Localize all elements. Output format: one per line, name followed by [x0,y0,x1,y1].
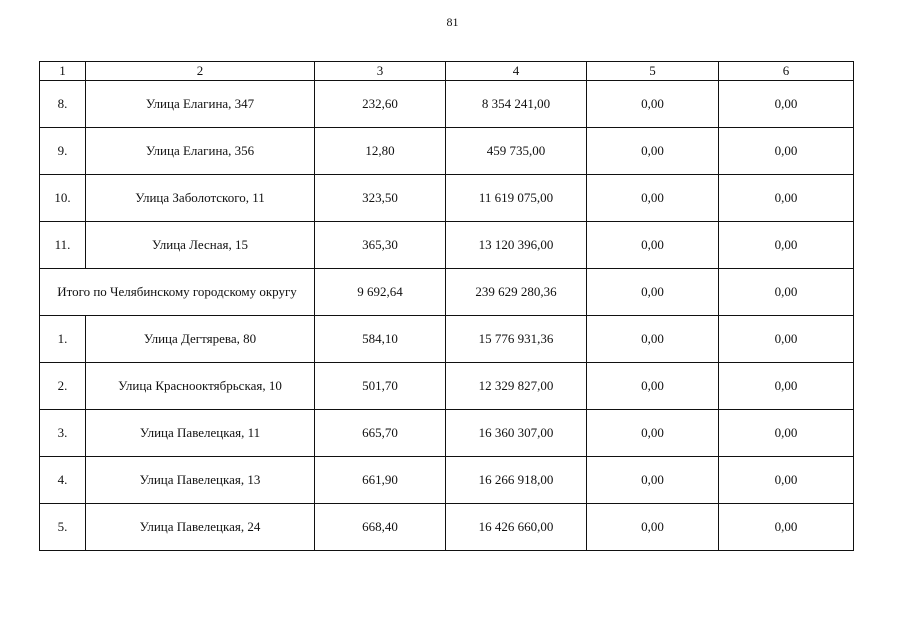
row-number: 4. [40,457,86,504]
value-cell: 13 120 396,00 [446,222,587,269]
value-cell: 661,90 [315,457,446,504]
table-row [40,316,854,363]
row-number: 9. [40,128,86,175]
table-row [40,81,854,128]
row-number: 1. [40,316,86,363]
address-cell: Улица Лесная, 15 [86,222,315,269]
address-cell: Улица Павелецкая, 11 [86,410,315,457]
value-cell: 16 266 918,00 [446,457,587,504]
row-number: 11. [40,222,86,269]
data-table [39,61,854,551]
value-cell: 16 426 660,00 [446,504,587,551]
value-cell: 0,00 [719,316,854,363]
address-cell: Улица Елагина, 347 [86,81,315,128]
value-cell: 0,00 [587,363,719,410]
value-cell: 501,70 [315,363,446,410]
value-cell: 584,10 [315,316,446,363]
header-cell: 1 [40,62,86,81]
value-cell: 323,50 [315,175,446,222]
value-cell: 11 619 075,00 [446,175,587,222]
value-cell: 365,30 [315,222,446,269]
row-number: 8. [40,81,86,128]
value-cell: 12 329 827,00 [446,363,587,410]
value-cell: 0,00 [719,222,854,269]
header-cell: 3 [315,62,446,81]
row-number: 5. [40,504,86,551]
table-row [40,175,854,222]
value-cell: 0,00 [587,457,719,504]
table-row [40,222,854,269]
total-value: 239 629 280,36 [446,269,587,316]
value-cell: 0,00 [587,128,719,175]
value-cell: 8 354 241,00 [446,81,587,128]
total-row [40,269,854,316]
value-cell: 0,00 [587,410,719,457]
table-row [40,457,854,504]
address-cell: Улица Павелецкая, 24 [86,504,315,551]
table-row [40,363,854,410]
table-row [40,504,854,551]
value-cell: 0,00 [587,175,719,222]
value-cell: 0,00 [587,316,719,363]
value-cell: 665,70 [315,410,446,457]
total-label: Итого по Челябинскому городскому округу [40,269,315,316]
table-row [40,410,854,457]
header-cell: 4 [446,62,587,81]
value-cell: 0,00 [587,81,719,128]
value-cell: 0,00 [587,504,719,551]
total-value: 0,00 [587,269,719,316]
value-cell: 16 360 307,00 [446,410,587,457]
header-cell: 2 [86,62,315,81]
row-number: 3. [40,410,86,457]
row-number: 2. [40,363,86,410]
value-cell: 668,40 [315,504,446,551]
value-cell: 232,60 [315,81,446,128]
value-cell: 0,00 [719,363,854,410]
value-cell: 0,00 [719,175,854,222]
address-cell: Улица Павелецкая, 13 [86,457,315,504]
value-cell: 0,00 [587,222,719,269]
address-cell: Улица Заболотского, 11 [86,175,315,222]
total-value: 9 692,64 [315,269,446,316]
value-cell: 0,00 [719,457,854,504]
header-cell: 6 [719,62,854,81]
total-value: 0,00 [719,269,854,316]
value-cell: 15 776 931,36 [446,316,587,363]
value-cell: 459 735,00 [446,128,587,175]
value-cell: 0,00 [719,81,854,128]
table-row [40,128,854,175]
value-cell: 0,00 [719,410,854,457]
address-cell: Улица Дегтярева, 80 [86,316,315,363]
page-number: 81 [446,15,459,29]
header-cell: 5 [587,62,719,81]
address-cell: Улица Елагина, 356 [86,128,315,175]
row-number: 10. [40,175,86,222]
value-cell: 0,00 [719,128,854,175]
header-row [40,62,854,81]
address-cell: Улица Краснооктябрьская, 10 [86,363,315,410]
value-cell: 0,00 [719,504,854,551]
value-cell: 12,80 [315,128,446,175]
